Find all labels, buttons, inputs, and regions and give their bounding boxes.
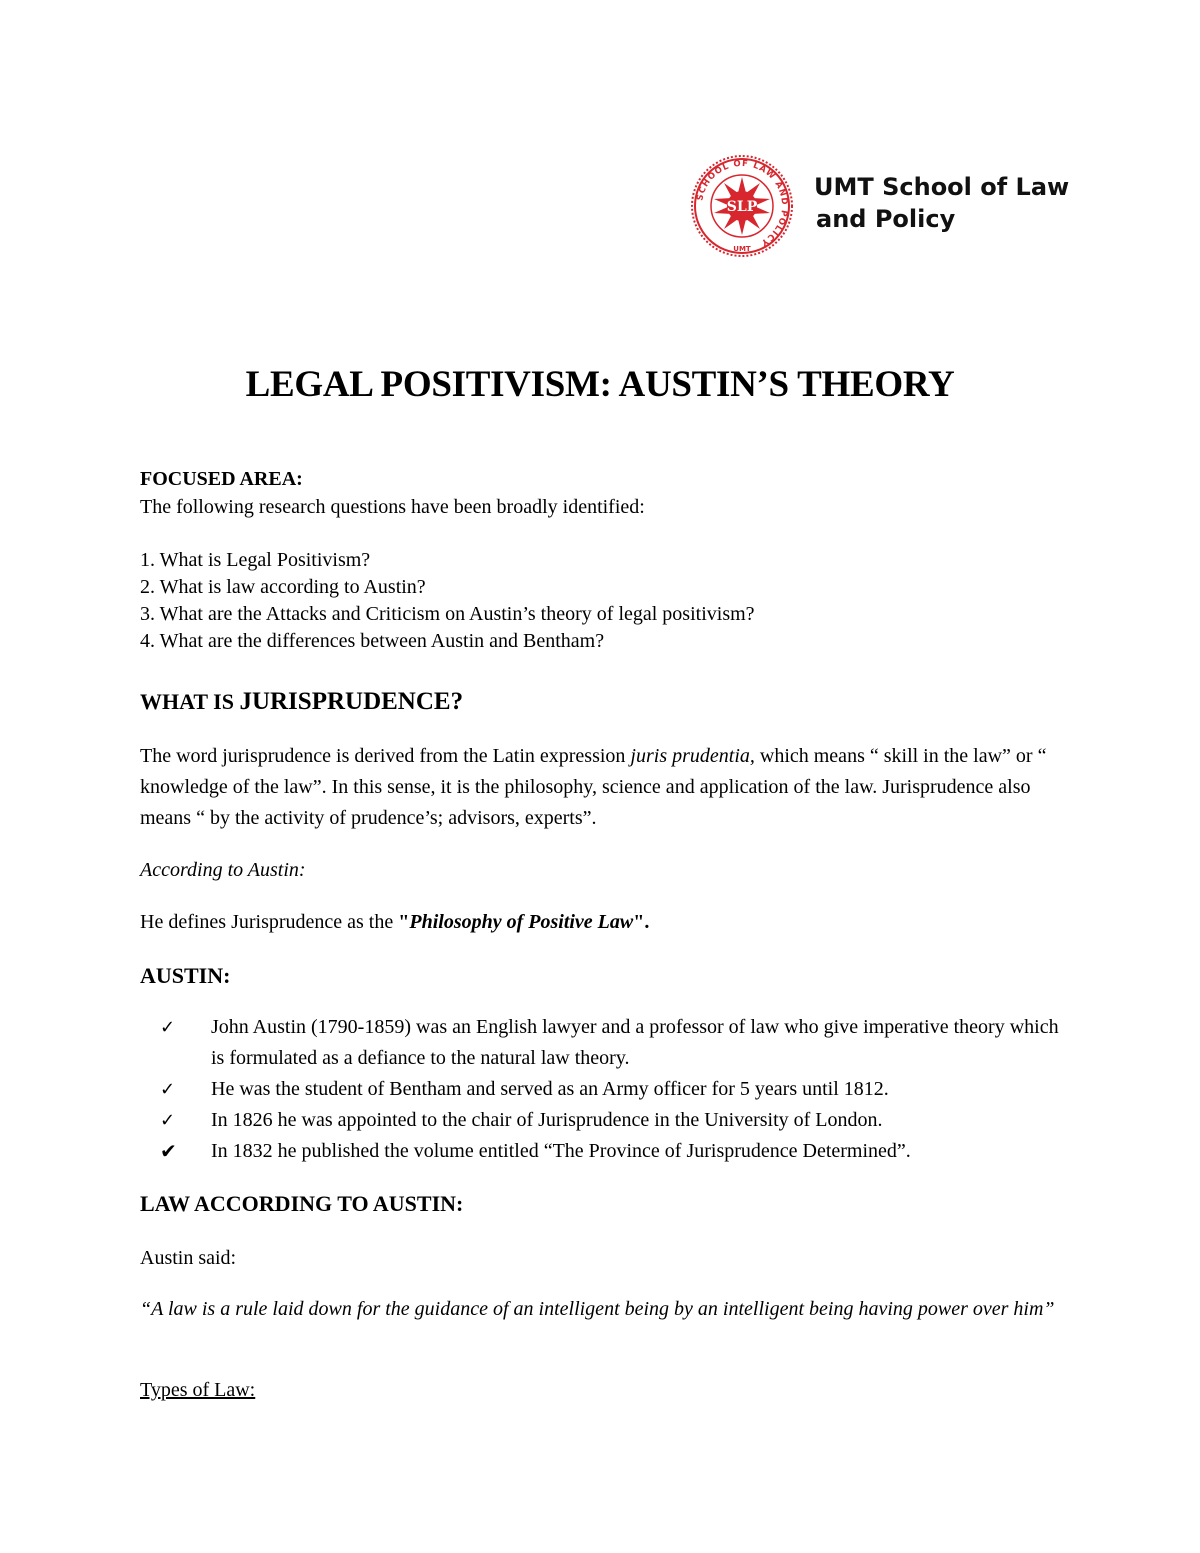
institution-name: [814, 171, 1069, 235]
seal-ring-text: SCHOOL OF LAW AND POLICY: [695, 158, 790, 248]
law-quote: “A law is a rule laid down for the guidance of an intelligent being by an intelligent being having power over him”: [140, 1298, 1055, 1320]
question-3: 3. What are the Attacks and Criticism on Austin’s theory of legal positivism?: [140, 603, 755, 625]
austin-heading: AUSTIN:: [140, 963, 231, 988]
austin-definition-term: "Philosophy of Positive Law".: [398, 911, 650, 933]
institution-name-line1: UMT School of Law: [814, 173, 1070, 201]
question-1: 1. What is Legal Positivism?: [140, 549, 371, 571]
focused-area-intro: The following research questions have been broadly identified:: [140, 496, 645, 518]
institution-logo: [678, 153, 1078, 263]
bullet-text: He was the student of Bentham and served as an Army officer for 5 years until 1812.: [211, 1078, 889, 1100]
bullet-text: In 1832 he published the volume entitled “The Province of Jurisprudence Determined”.: [211, 1140, 911, 1162]
jurisprudence-heading-small: WHAT IS: [140, 689, 240, 714]
seal-bottom-text: UMT: [733, 245, 751, 253]
jurisprudence-heading-big: JURISPRUDENCE?: [239, 688, 464, 715]
question-4: 4. What are the differences between Austin and Bentham?: [140, 630, 605, 652]
types-of-law: Types of Law:: [140, 1379, 256, 1401]
austin-definition-before: He defines Jurisprudence as the: [140, 911, 399, 933]
list-item: [140, 1012, 1070, 1074]
focused-area-heading: FOCUSED AREA:: [140, 468, 303, 490]
jurisprudence-para-after: which means “ skill in the law” or “ knowledge of the law”. In this sense, it is the philosophy, science and application of the law. Jurisprudence also means “ by the activity of prudence’s; advisors, experts”.: [140, 745, 1047, 829]
question-2: 2. What is law according to Austin?: [140, 576, 426, 598]
austin-definition-term-italic: Philosophy of Positive Law: [409, 911, 634, 933]
page-title: LEGAL POSITIVISM: AUSTIN’S THEORY: [245, 364, 955, 405]
austin-definition: [140, 909, 649, 935]
austin-said: Austin said:: [140, 1247, 237, 1269]
according-to-austin: According to Austin:: [140, 859, 306, 881]
jurisprudence-paragraph: [140, 741, 1070, 834]
bullet-text: John Austin (1790-1859) was an English lawyer and a professor of law who give imperative theory which is formulated as a defiance to the natural law theory.: [211, 1016, 1059, 1069]
list-item: [140, 1136, 1070, 1167]
austin-bullet-list: [140, 1012, 1070, 1167]
seal-initials: SLP: [726, 199, 758, 215]
check-icon: ✓: [160, 1017, 176, 1038]
bullet-text: In 1826 he was appointed to the chair of Jurisprudence in the University of London.: [211, 1109, 883, 1131]
seal-icon: [678, 153, 806, 259]
institution-name-line2: and Policy: [816, 205, 956, 233]
jurisprudence-para-before: The word jurisprudence is derived from the Latin expression: [140, 745, 631, 767]
jurisprudence-heading: [140, 688, 463, 716]
list-item: [140, 1074, 1070, 1105]
check-heavy-icon: ✔: [160, 1139, 177, 1163]
jurisprudence-para-latin: juris prudentia,: [630, 745, 755, 767]
check-icon: ✓: [160, 1110, 176, 1131]
law-heading: LAW ACCORDING TO AUSTIN:: [140, 1191, 464, 1216]
check-icon: ✓: [160, 1079, 176, 1100]
list-item: [140, 1105, 1070, 1136]
